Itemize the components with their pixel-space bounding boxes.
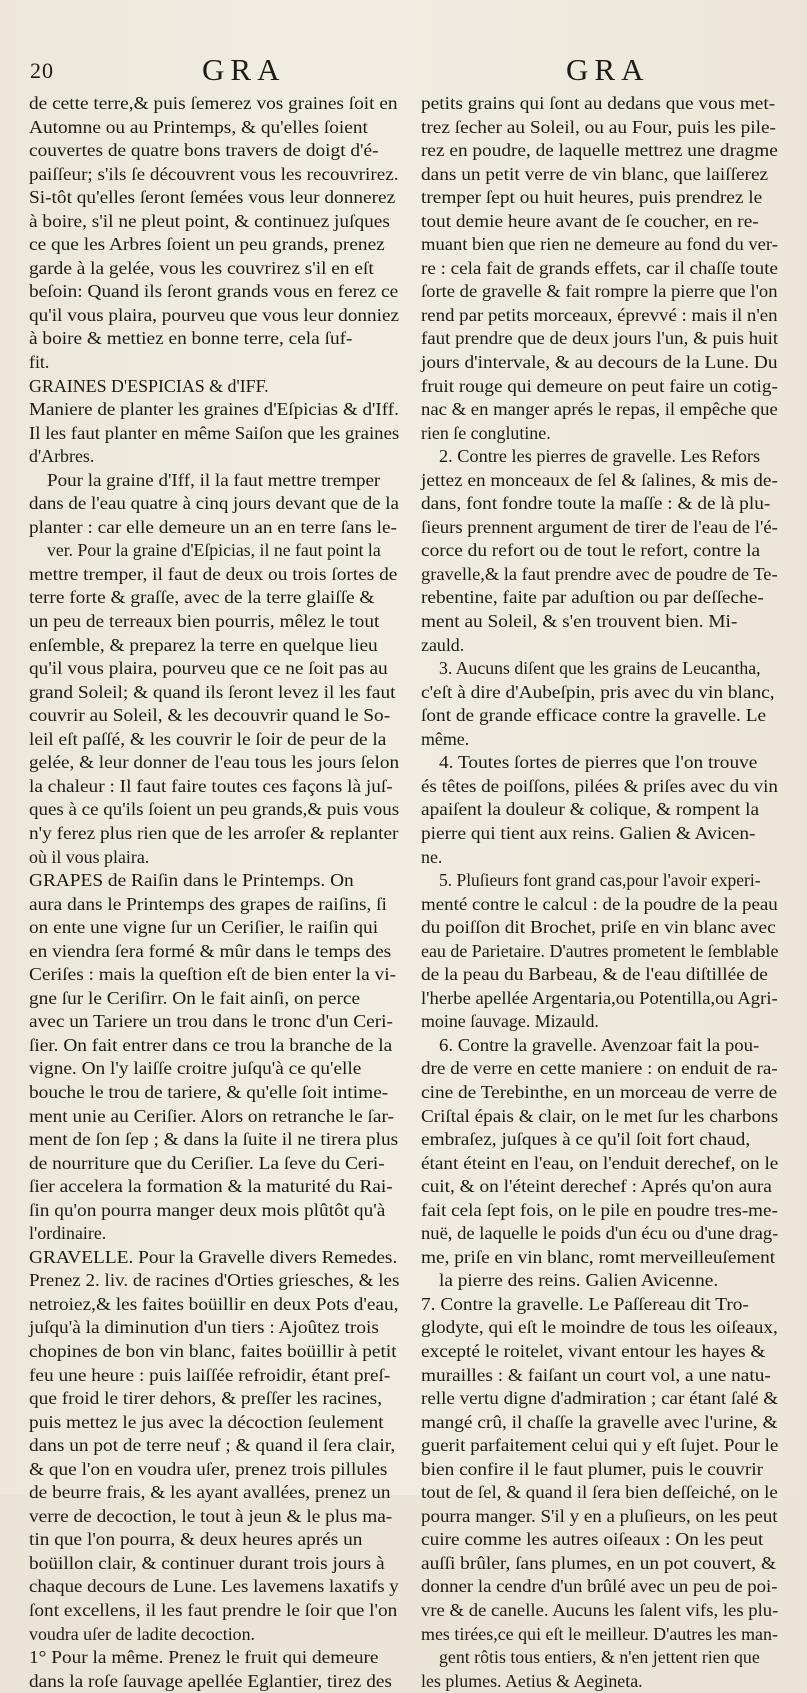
text-line: és têtes de poiſſons, pilées & priſes avec du vin bbox=[421, 775, 778, 796]
text-line: dans de l'eau quatre à cinq jours devant que de la bbox=[29, 493, 399, 514]
text-line: ſin qu'on pourra manger deux mois plûtôt qu'à bbox=[29, 1199, 386, 1220]
text-line: 6. Contre la gravelle. Avenzoar fait la pou- bbox=[439, 1034, 760, 1055]
text-line: Pour la graine d'Iff, il la faut mettre tremper bbox=[47, 469, 381, 490]
text-line: ment de ſon ſep ; & dans la ſuite il ne tirera plus bbox=[29, 1129, 399, 1150]
right-column bbox=[421, 92, 778, 1693]
text-line: juſqu'à la diminution d'un tiers : Ajoûtez trois bbox=[29, 1317, 379, 1338]
text-line: pierre qui tient aux reins. Galien & Avicen- bbox=[421, 822, 756, 843]
text-line: tremper ſept ou huit heures, puis prendrez le bbox=[421, 187, 763, 208]
text-line: GRAPES de Raiſin dans le Printemps. On bbox=[29, 870, 354, 891]
text-line: apaiſent la douleur & colique, & rompent la bbox=[421, 799, 760, 820]
text-line: moine ſauvage. Mizauld. bbox=[421, 1011, 599, 1032]
text-line: netroiez,& les faites boüillir en deux Pots d'eau, bbox=[29, 1293, 399, 1314]
text-line: Il les faut planter en même Saiſon que les graines bbox=[29, 422, 400, 443]
text-line: l'ordinaire. bbox=[29, 1223, 107, 1244]
text-line: ſont excellens, il les faut prendre le ſoir que l'on bbox=[29, 1600, 398, 1620]
text-line: 2. Contre les pierres de gravelle. Les Refors bbox=[439, 446, 761, 467]
text-line: bien confire il le faut plumer, puis le couvrir bbox=[421, 1458, 764, 1479]
text-line: n'y ferez plus rien que de les arroſer & replanter bbox=[29, 822, 399, 843]
text-line: mettre tremper, il faut de deux ou trois ſortes de bbox=[29, 563, 398, 584]
text-line: menté contre le calcul : de la poudre de la peau bbox=[421, 893, 778, 914]
text-line: ſier accelera la formation & la maturité du Rai- bbox=[29, 1176, 393, 1197]
text-line: avec un Tariere un trou dans le tronc d'un Ceri- bbox=[29, 1011, 393, 1032]
text-line: où il vous plaira. bbox=[29, 846, 150, 867]
page-header bbox=[30, 52, 770, 92]
text-line: chaque decours de Lune. Les lavemens laxatifs y bbox=[29, 1576, 399, 1597]
text-line: jours d'intervale, & au decours de la Lune. Du bbox=[421, 352, 778, 373]
text-line: ver. Pour la graine d'Eſpicias, il ne faut point la bbox=[47, 540, 381, 561]
text-line: re : cela fait de grands effets, car il chaſſe toute bbox=[421, 257, 778, 278]
text-line: muant bien que rien ne demeure au fond du ver- bbox=[421, 234, 778, 255]
text-line: vre & de canelle. Aucuns les ſalent vifs, les plu- bbox=[421, 1600, 779, 1620]
text-line: enſemble, & preparez la terre en quelque lieu bbox=[29, 634, 378, 655]
text-line: puis mettez le jus avec la décoction ſeulement bbox=[29, 1411, 384, 1432]
text-line: eau de Parietaire. D'autres prometent le ſemblable bbox=[421, 940, 779, 961]
text-line: rez en poudre, de laquelle mettrez une dragme bbox=[421, 140, 778, 161]
text-line: on ente une vigne ſur un Ceriſier, le raiſin qui bbox=[29, 917, 379, 938]
text-line: trez ſecher au Soleil, ou au Four, puis les pile- bbox=[421, 116, 776, 137]
text-line: tin que l'on pourra, & deux heures aprés un bbox=[29, 1529, 363, 1550]
text-line: chopines de bon vin blanc, faites boüillir à petit bbox=[29, 1340, 397, 1361]
text-line: dans un petit verre de vin blanc, que laiſſerez bbox=[421, 163, 769, 184]
text-line: d'Arbres. bbox=[29, 446, 95, 467]
text-line: garde à la gelée, vous les couvrirez s'il en eſt bbox=[29, 257, 374, 278]
text-line: 7. Contre la gravelle. Le Paſſereau dit Tro- bbox=[421, 1293, 749, 1314]
text-line: terre forte & graſſe, avec de la terre glaiſſe & bbox=[29, 587, 375, 608]
text-line: rien ſe conglutine. bbox=[421, 422, 551, 443]
text-line: ne. bbox=[421, 846, 443, 867]
text-line: glodyte, qui eſt le moindre de tous les oiſeaux, bbox=[421, 1317, 778, 1338]
text-line: Criſtal épais & clair, on le met ſur les charbons bbox=[421, 1105, 779, 1126]
text-line: embraſez, juſques à ce qu'il ſoit fort chaud, bbox=[421, 1129, 751, 1150]
text-line: tout de ſel, & quand il ſera bien deſſeiché, on le bbox=[421, 1482, 778, 1503]
text-line: de nourriture que du Ceriſier. La ſeve du Ceri- bbox=[29, 1152, 385, 1173]
text-line: les plumes. Aetius & Aegineta. bbox=[421, 1670, 643, 1691]
text-line: gelée, & leur donner de l'eau tous les jours ſelon bbox=[29, 752, 400, 773]
text-line: excepté le roitelet, vivant entour les hayes & bbox=[421, 1340, 766, 1361]
text-line: guerit parfaitement celui qui y eſt ſujet. Pour le bbox=[421, 1435, 779, 1456]
text-line: qu'il vous plaira, pourveu que ce ne ſoit pas au bbox=[29, 658, 388, 679]
text-line: ce que les Arbres ſoient un peu grands, prenez bbox=[29, 234, 385, 255]
text-line: corce du refort ou de tout le refort, contre la bbox=[421, 540, 761, 561]
text-line: ſieurs prennent argument de tirer de l'eau de l'é- bbox=[421, 516, 778, 537]
text-line: la pierre des reins. Galien Avicenne. bbox=[439, 1270, 719, 1291]
text-line: fait cela ſept fois, on le pile en poudre tres-me- bbox=[421, 1199, 778, 1220]
text-line: que froid le tirer dehors, & preſſer les racines, bbox=[29, 1388, 383, 1409]
text-line: ment au Soleil, & s'en trouvent bien. Mi- bbox=[421, 611, 738, 632]
text-line: couvertes de quatre bons travers de doigt d'é- bbox=[29, 140, 379, 161]
text-line: Prenez 2. liv. de racines d'Orties griesches, & les bbox=[29, 1270, 400, 1291]
text-line: de la peau du Barbeau, & de l'eau diſtillée de bbox=[421, 964, 768, 985]
text-line: zauld. bbox=[421, 634, 465, 655]
text-line: en viendra ſera formé & mûr dans le temps des bbox=[29, 940, 392, 961]
text-line: paiſſeur; s'ils ſe découvrent vous les recouvrirez. bbox=[29, 163, 399, 184]
text-line: verre de decoction, le tout à jeun & le plus ma- bbox=[29, 1505, 393, 1526]
text-line: auſſi brûler, ſans plumes, en un pot couvert, & bbox=[421, 1552, 776, 1573]
text-line: étant éteint en l'eau, on l'enduit derechef, on le bbox=[421, 1152, 779, 1173]
text-line: donner la cendre d'un brûlé avec un peu de poi- bbox=[421, 1576, 778, 1597]
text-line: GRAVELLE. Pour la Gravelle divers Remedes. bbox=[29, 1246, 398, 1267]
text-line: cuit, & on l'éteint derechef : Aprés qu'on aura bbox=[421, 1176, 772, 1197]
text-line: de cette terre,& puis ſemerez vos graines ſoit en bbox=[29, 93, 398, 113]
text-line: la chaleur : Il faut faire toutes ces façons là juſ- bbox=[29, 775, 393, 796]
text-line: cine de Terebinthe, en un morceau de verre de bbox=[421, 1081, 778, 1102]
text-line: à boire & mettiez en bonne terre, cela ſuf- bbox=[29, 328, 353, 349]
text-line: GRAINES D'ESPICIAS & d'IFF. bbox=[29, 375, 269, 396]
text-line: nuë, de laquelle le poids d'un écu ou d'une drag- bbox=[421, 1223, 779, 1244]
text-line: Automne ou au Printemps, & qu'elles ſoient bbox=[29, 116, 368, 137]
text-line: jettez en monceaux de ſel & ſalines, & mis de- bbox=[421, 469, 778, 490]
text-line: dans un pot de terre neuf ; & quand il ſera clair, bbox=[29, 1435, 396, 1456]
text-line: leil eſt paſſé, & les couvrir le ſoir de peur de la bbox=[29, 728, 387, 749]
text-line: mangé crû, il chaſſe la gravelle avec l'urine, & bbox=[421, 1411, 778, 1432]
text-line: rebentine, faite par aduſtion ou par deſſeche- bbox=[421, 587, 764, 608]
text-line: rend par petits morceaux, éprevvé : mais il n'en bbox=[421, 304, 778, 325]
text-line: dans, font fondre toute la maſſe : & de là plu- bbox=[421, 493, 771, 514]
text-line: c'eſt à dire d'Aubeſpin, pris avec du vin blanc, bbox=[421, 681, 775, 702]
text-line: pourra manger. S'il y en a pluſieurs, on les peut bbox=[421, 1505, 778, 1526]
text-line: petits grains qui ſont au dedans que vous met- bbox=[421, 93, 776, 113]
text-line: vigne. On l'y laiſſe croitre juſqu'à ce qu'elle bbox=[29, 1058, 362, 1079]
left-column bbox=[29, 92, 399, 1693]
text-line: Maniere de planter les graines d'Eſpicias & d'Iff. bbox=[29, 399, 399, 420]
text-line: aura dans le Printemps des grapes de raiſins, ſi bbox=[29, 893, 387, 914]
text-line: du poiſſon dit Brochet, priſe en vin blanc avec bbox=[421, 917, 776, 938]
text-line: & que l'on en voudra uſer, prenez trois pillules bbox=[29, 1458, 388, 1479]
text-line: feu une heure : puis laiſſée refroidir, étant preſ- bbox=[29, 1364, 391, 1385]
text-line: fruit rouge qui demeure on peut faire un cotig- bbox=[421, 375, 778, 396]
text-line: ment unie au Ceriſier. Alors on retranche le ſar- bbox=[29, 1105, 394, 1126]
running-head-right: GRA bbox=[566, 52, 650, 87]
text-line: gravelle,& la faut prendre avec de poudre de Te- bbox=[421, 563, 778, 584]
text-line: dans la roſe ſauvage apellée Eglantier, tirez des bbox=[29, 1670, 392, 1691]
text-line: ques à ce qu'ils ſoient un peu grands,& puis vous bbox=[29, 799, 400, 820]
text-line: grand Soleil; & quand ils ſeront levez il les faut bbox=[29, 681, 396, 702]
text-line: faut prendre que de deux jours l'un, & puis huit bbox=[421, 328, 779, 349]
text-line: ſier. On fait entrer dans ce trou la branche de la bbox=[29, 1034, 393, 1055]
text-line: 1° Pour la même. Prenez le fruit qui demeure bbox=[29, 1647, 379, 1668]
text-line: Si-tôt qu'elles ſeront ſemées vous leur donnerez bbox=[29, 187, 396, 208]
text-line: même. bbox=[421, 728, 470, 749]
text-line: tout demie heure avant de ſe coucher, en re- bbox=[421, 210, 759, 231]
text-line: un peu de terreaux bien pourris, mêlez le tout bbox=[29, 611, 380, 632]
text-line: nac & en manger aprés le repas, il empêche que bbox=[421, 399, 778, 420]
text-line: 3. Aucuns diſent que les grains de Leucantha, bbox=[439, 658, 761, 679]
text-line: à boire, s'il ne pleut point, & continuez juſques bbox=[29, 210, 390, 231]
text-line: beſoin: Quand ils ſeront grands vous en ferez ce bbox=[29, 281, 399, 302]
page-number: 20 bbox=[30, 58, 54, 83]
text-line: 5. Pluſieurs font grand cas,pour l'avoir experi- bbox=[439, 870, 761, 891]
text-line: gent rôtis tous entiers, & n'en jettent rien que bbox=[439, 1647, 760, 1668]
text-line: bouche le trou de tariere, & qu'elle ſoit intime- bbox=[29, 1081, 389, 1102]
text-line: ſorte de gravelle & fait rompre la pierre que l'on bbox=[421, 281, 778, 302]
text-line: qu'il vous plaira, pourveu que vous leur donniez bbox=[29, 304, 400, 325]
text-line: dre de verre en cette maniere : on enduit de ra- bbox=[421, 1058, 778, 1079]
text-line: me, priſe en vin blanc, romt merveilleuſement bbox=[421, 1246, 776, 1267]
text-line: voudra uſer de ladite decoction. bbox=[29, 1623, 256, 1644]
text-line: mes tirées,ce qui eſt le meilleur. D'autres les man- bbox=[421, 1623, 778, 1644]
text-line: de beurre frais, & les ayant avallées, prenez un bbox=[29, 1482, 391, 1503]
text-line: planter : car elle demeure un an en terre ſans le- bbox=[29, 516, 398, 537]
text-line: Ceriſes : mais la queſtion eſt de bien enter la vi- bbox=[29, 964, 397, 985]
text-line: ſont de grande efficace contre la gravelle. Le bbox=[421, 705, 767, 726]
text-line: fit. bbox=[29, 352, 50, 373]
running-head-left: GRA bbox=[202, 52, 286, 87]
text-line: 4. Toutes ſortes de pierres que l'on trouve bbox=[439, 752, 758, 773]
text-line: murailles : & faiſant un court vol, a une natu- bbox=[421, 1364, 771, 1385]
text-line: l'herbe apellée Argentaria,ou Potentilla,ou Agri- bbox=[421, 987, 778, 1008]
text-line: gne ſur le Ceriſirr. On le fait ainſi, on perce bbox=[29, 987, 361, 1008]
text-line: boüillon clair, & continuer durant trois jours à bbox=[29, 1552, 385, 1573]
text-line: cuire comme les autres oiſeaux : On les peut bbox=[421, 1529, 764, 1550]
text-line: relle vertu digne d'admiration ; car étant ſalé & bbox=[421, 1388, 779, 1409]
text-line: couvrir au Soleil, & les decouvrir quand le So- bbox=[29, 705, 391, 726]
